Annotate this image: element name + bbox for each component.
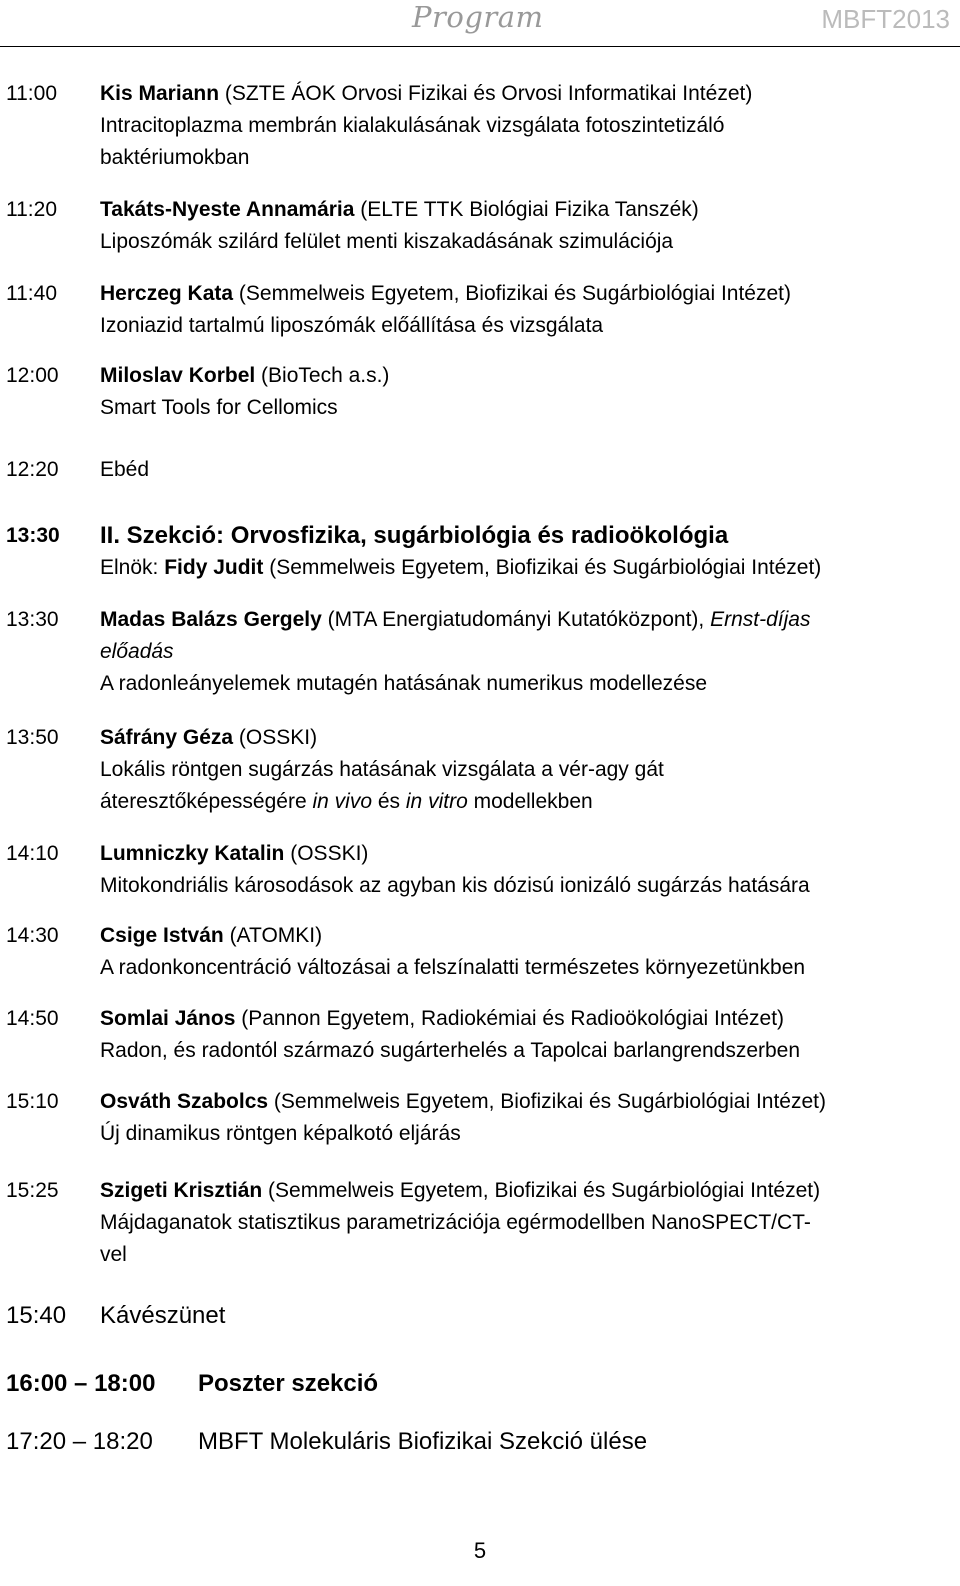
affiliation: (OSSKI) (290, 842, 369, 865)
entry-time: 15:25 (6, 1179, 59, 1202)
page-header (0, 0, 960, 47)
speaker-name: Herczeg Kata (100, 282, 234, 305)
speaker-name: Osváth Szabolcs (100, 1090, 269, 1113)
talk-title-line: Intracitoplazma membrán kialakulásának vizsgálata fotoszintetizáló (100, 114, 725, 137)
talk-title-line: áteresztőképességére in vivo és in vitro modellekben (100, 790, 593, 813)
talk-title-line: Liposzómák szilárd felület menti kiszakadásának szimulációja (100, 230, 674, 253)
entry-time: 11:20 (6, 198, 57, 221)
entry-time: 13:30 (6, 608, 59, 631)
talk-title-line: Májdaganatok statisztikus parametrizációja egérmodellben NanoSPECT/CT- (100, 1211, 811, 1234)
speaker-name: Kis Mariann (100, 82, 220, 105)
affiliation: (MTA Energiatudományi Kutatóközpont), (327, 608, 705, 631)
session-label: Poszter szekció (198, 1370, 379, 1397)
break-label: Ebéd (100, 458, 150, 481)
award-label: Ernst-díjas (710, 608, 811, 631)
affiliation: (Semmelweis Egyetem, Biofizikai és Sugárbiológiai Intézet) (273, 1090, 826, 1113)
entry-time: 13:30 (6, 524, 60, 547)
entry-time: 13:50 (6, 726, 59, 749)
entry-time: 14:10 (6, 842, 59, 865)
affiliation: (ELTE TTK Biológiai Fizika Tanszék) (360, 198, 699, 221)
session-label: MBFT Molekuláris Biofizikai Szekció ülése (198, 1428, 648, 1455)
talk-title-line: baktériumokban (100, 146, 250, 169)
speaker-name: Takáts-Nyeste Annamária (100, 198, 355, 221)
affiliation: (Pannon Egyetem, Radiokémiai és Radioökológiai Intézet) (241, 1007, 785, 1030)
talk-title-line: A radonleányelemek mutagén hatásának numerikus modellezése (100, 672, 708, 695)
affiliation: (BioTech a.s.) (261, 364, 390, 387)
talk-title-line: Új dinamikus röntgen képalkotó eljárás (100, 1122, 461, 1145)
speaker-name: Lumniczky Katalin (100, 842, 285, 865)
chair-affiliation: (Semmelweis Egyetem, Biofizikai és Sugárbiológiai Intézet) (269, 556, 822, 579)
entry-time: 12:00 (6, 364, 59, 387)
entry-time: 17:20 – 18:20 (6, 1428, 153, 1455)
affiliation: (Semmelweis Egyetem, Biofizikai és Sugárbiológiai Intézet) (268, 1179, 821, 1202)
speaker-name: Sáfrány Géza (100, 726, 234, 749)
affiliation: (ATOMKI) (229, 924, 323, 947)
speaker-name: Somlai János (100, 1007, 236, 1030)
break-label: Kávészünet (100, 1302, 226, 1329)
entry-time: 11:00 (6, 82, 57, 105)
entry-time: 15:40 (6, 1302, 67, 1329)
speaker-name: Madas Balázs Gergely (100, 608, 322, 631)
talk-title-line: Smart Tools for Cellomics (100, 396, 338, 419)
entry-time: 12:20 (6, 458, 59, 481)
entry-time: 14:50 (6, 1007, 59, 1030)
chair-name: Fidy Judit (164, 556, 264, 579)
speaker-name: Miloslav Korbel (100, 364, 256, 387)
entry-time: 15:10 (6, 1090, 59, 1113)
header-code: MBFT2013 (821, 4, 950, 34)
speaker-name: Csige István (100, 924, 224, 947)
talk-title-line: vel (100, 1243, 127, 1266)
affiliation: (Semmelweis Egyetem, Biofizikai és Sugárbiológiai Intézet) (238, 282, 791, 305)
talk-title-line: Izoniazid tartalmú liposzómák előállítása és vizsgálata (100, 314, 604, 337)
entry-time: 11:40 (6, 282, 57, 305)
section-title: II. Szekció: Orvosfizika, sugárbiológia és radioökológia (100, 522, 729, 549)
talk-title-line: Lokális röntgen sugárzás hatásának vizsgálata a vér-agy gát (100, 758, 664, 781)
entry-time: 16:00 – 18:00 (6, 1370, 156, 1397)
talk-title-line: A radonkoncentráció változásai a felszínalatti természetes környezetünkben (100, 956, 806, 979)
page-number: 5 (473, 1538, 487, 1563)
affiliation: (SZTE ÁOK Orvosi Fizikai és Orvosi Informatikai Intézet) (224, 82, 753, 105)
talk-title-line: Radon, és radontól származó sugárterhelés a Tapolcai barlangrendszerben (100, 1039, 801, 1062)
chair-label: Elnök: (100, 556, 159, 579)
header-title: Program (412, 0, 544, 34)
speaker-name: Szigeti Krisztián (100, 1179, 263, 1202)
award-label-cont: előadás (100, 640, 174, 663)
affiliation: (OSSKI) (238, 726, 318, 749)
talk-title-line: Mitokondriális károsodások az agyban kis dózisú ionizáló sugárzás hatására (100, 874, 810, 897)
entry-time: 14:30 (6, 924, 59, 947)
